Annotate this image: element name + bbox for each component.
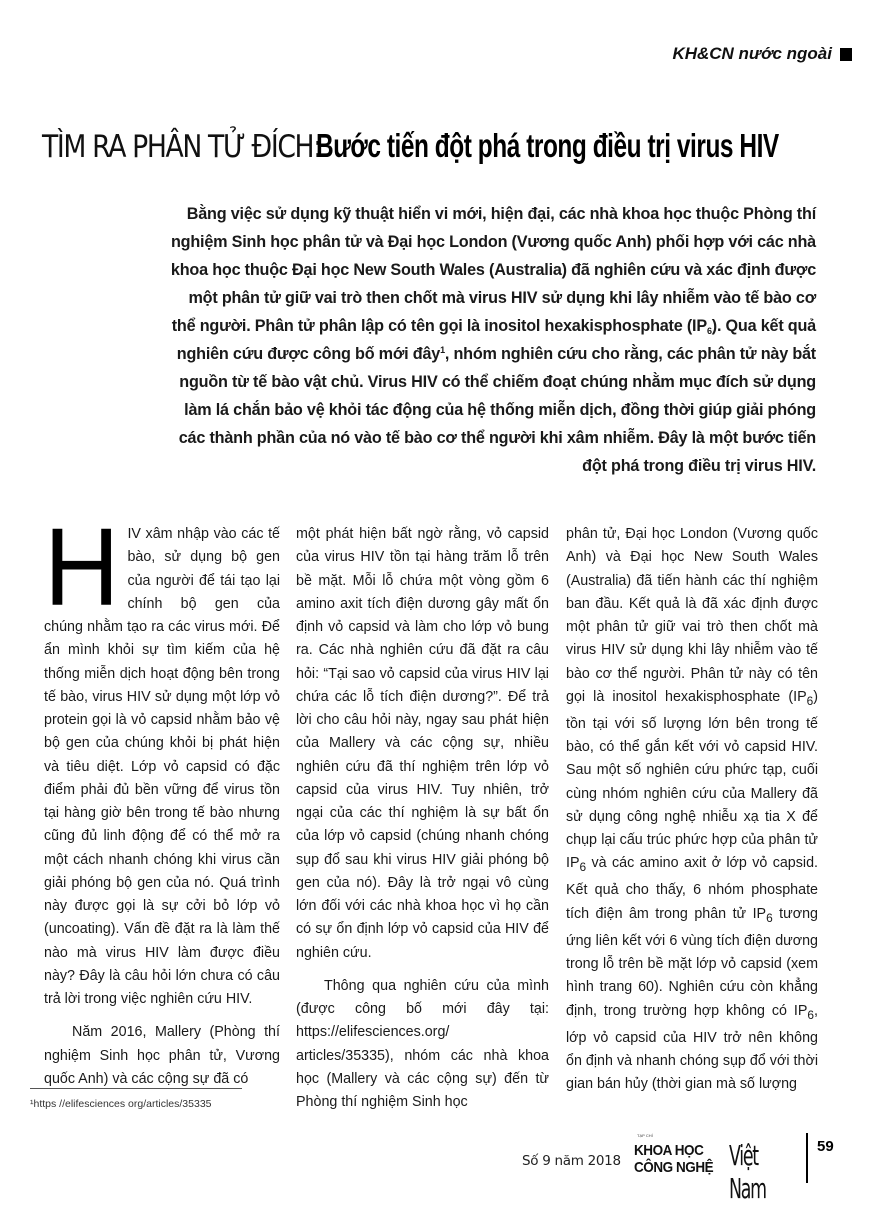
footnote-ref[interactable]: 1 <box>440 345 445 355</box>
footer-divider <box>806 1133 808 1183</box>
body-column-1 <box>43 506 280 1091</box>
lead-text-1: Bằng việc sử dụng kỹ thuật hiển vi mới, hiện đại, các nhà khoa học thuộc Phòng thí nghiệm Sinh học phân tử và Đại học London (Vương quốc Anh) phối hợp với các nhà khoa học thuộc Đại học New South Wales (Australia) đã nghiên cứu và xác định được một phân tử giữ vai trò then chốt mà virus HIV sử dụng khi lây nhiễm vào tế bào cơ thể người. Phân tử phân lập có tên gọi là inositol hexakisphosphate (IP <box>170 205 816 335</box>
paragraph-text: phân tử, Đại học London (Vương quốc Anh) và Đại học New South Wales (Australia) đã tiến hành các thí nghiệm ban đầu. Kết quả là đã xác định được một phân tử giữ vai trò then chốt mà virus HIV sử dụng khi lây nhiễm vào tế bào cơ thể người. Phân tử này có tên gọi là inositol hexakisphosphate (IP <box>566 526 818 705</box>
logo-line-2: CÔNG NGHỆ <box>634 1159 714 1176</box>
subscript: 6 <box>806 693 814 708</box>
body-column-2 <box>296 523 549 1114</box>
subscript: 6 <box>766 910 773 925</box>
paragraph-text: IV xâm nhập vào các tế bào, sử dụng bộ gen của người để tái tạo lại chính bộ gen của chúng nhằm tạo ra các virus mới. Để ẩn mình khỏi sự tìm kiếm của hệ thống miễn dịch hoạt động bên trong tế bào, virus HIV sử dụng một lớp vỏ protein gọi là vỏ capsid nhằm bảo vệ bộ gen của chúng khỏi bị phát hiện và tiêu diệt. Lớp vỏ capsid có đặc điểm phải đủ bền vững để virus tồn tại hàng giờ bên trong tế bào nhưng cũng đủ linh động để có thể mở ra một cách nhanh chóng khi virus cần giải phóng bộ gen của nó. Quá trình này được gọi là sự cởi bỏ lớp vỏ (uncoating). Vấn đề đặt ra là làm thế nào mà virus HIV làm được điều này? Đây là câu hỏi lớn chưa có câu trả lời trong việc nghiên cứu HIV. <box>44 526 280 1007</box>
title-main: Bước tiến đột phá trong điều trị virus HIV <box>316 127 780 164</box>
paragraph: một phát hiện bất ngờ rằng, vỏ capsid của virus HIV tồn tại hàng trăm lỗ trên bề mặt. Mỗi lỗ chứa một vòng gồm 6 amino axit tích điện dương gây mất ổn định vỏ capsid và làm cho lớp vỏ bung ra. Các nhà nghiên cứu đã đặt ra câu hỏi: “Tại sao vỏ capsid của virus HIV lại chứa các lỗ tích điện dương?”. Để trả lời cho câu hỏi này, ngay sau phát hiện của Mallery và các cộng sự, nhiều nghiên cứu đã thí nghiệm trên lớp vỏ capsid của virus HIV. Tuy nhiên, trở ngại của các thí nghiệm là sự bất ổn của lớp vỏ capsid (chúng nhanh chóng sụp đổ sau khi virus HIV giải phóng bộ gen của nó). Đây là trở ngại vô cùng lớn đối với các nhà khoa học vì họ cần có sự ổn định lớp vỏ capsid của HIV để nghiên cứu. <box>296 526 549 961</box>
lead-paragraph <box>166 200 816 480</box>
logo-vietnam: Việt Nam <box>729 1139 766 1205</box>
section-square-icon <box>840 48 852 61</box>
section-label <box>672 44 852 64</box>
paragraph <box>566 523 818 1096</box>
lead-text-3: , nhóm nghiên cứu cho rằng, các phân tử này bắt nguồn từ tế bào vật chủ. Virus HIV có thể chiếm đoạt chúng nhằm mục đích sử dụng làm lá chắn bảo vệ khỏi tác động của hệ thống miễn dịch, đồng thời giúp giải phóng các thành phần của nó vào tế bào cơ thể người khi xâm nhiễm. Đây là một bước tiến đột phá trong điều trị virus HIV. <box>178 345 816 475</box>
drop-cap: H <box>43 506 120 629</box>
paragraph-text: và các amino axit ở lớp vỏ capsid. Kết quả cho thấy, 6 nhóm phosphate tích điện âm trong phân tử IP <box>566 855 818 922</box>
subscript: 6 <box>579 860 587 875</box>
paragraph: Thông qua nghiên cứu của mình (được công bố mới đây tại: https://elifesciences.org/ articles/35335), nhóm các nhà khoa học (Mallery và các cộng sự) đến từ Phòng thí nghiệm Sinh học <box>296 977 549 1110</box>
body-column-3 <box>566 523 818 1096</box>
paragraph-text: ) tồn tại với số lượng lớn bên trong tế bào, có thể gắn kết với vỏ capsid HIV. Sau một số nghiên cứu phức tạp, cuối cùng nhóm nghiên cứu của Mallery đã sử dụng công nghệ nhiễu xạ tia X để chụp lại cấu trúc phức hợp của phân tử IP <box>566 688 818 872</box>
paragraph <box>43 506 280 1011</box>
magazine-logo <box>634 1133 794 1205</box>
paragraph: Năm 2016, Mallery (Phòng thí nghiệm Sinh học phân tử, Vương quốc Anh) và các cộng sự đã có <box>44 1024 280 1087</box>
footnote[interactable]: ¹https //elifesciences org/articles/35335 <box>30 1098 212 1110</box>
paragraph-text: tương ứng liên kết với 6 vùng tích điện dương trong lỗ trên bề mặt lớp vỏ capsid (xem hình trang 60). Nghiên cứu còn khẳng định, trong trường hợp không có IP <box>566 905 818 1019</box>
issue-label: Số 9 năm 2018 <box>522 1153 621 1169</box>
lead-subscript: 6 <box>706 326 712 336</box>
article-title <box>42 124 852 169</box>
footnote-divider <box>30 1088 242 1089</box>
section-label-text: KH&CN nước ngoài <box>672 44 832 63</box>
page-number: 59 <box>817 1138 834 1155</box>
logo-small-text: TẠP CHÍ <box>637 1133 653 1138</box>
logo-line-1: KHOA HỌC <box>634 1142 704 1159</box>
subscript: 6 <box>807 1007 815 1022</box>
lead-text-2: ). Qua kết quả nghiên cứu được công bố mới đây <box>176 317 816 363</box>
title-prefix: TÌM RA PHÂN TỬ ĐÍCH: <box>42 129 321 165</box>
paragraph-text: , lớp vỏ capsid của HIV trở nên không ổn định và nhanh chóng sụp đổ với thời gian bán hủy (thời gian mà số lượng <box>566 1002 818 1093</box>
